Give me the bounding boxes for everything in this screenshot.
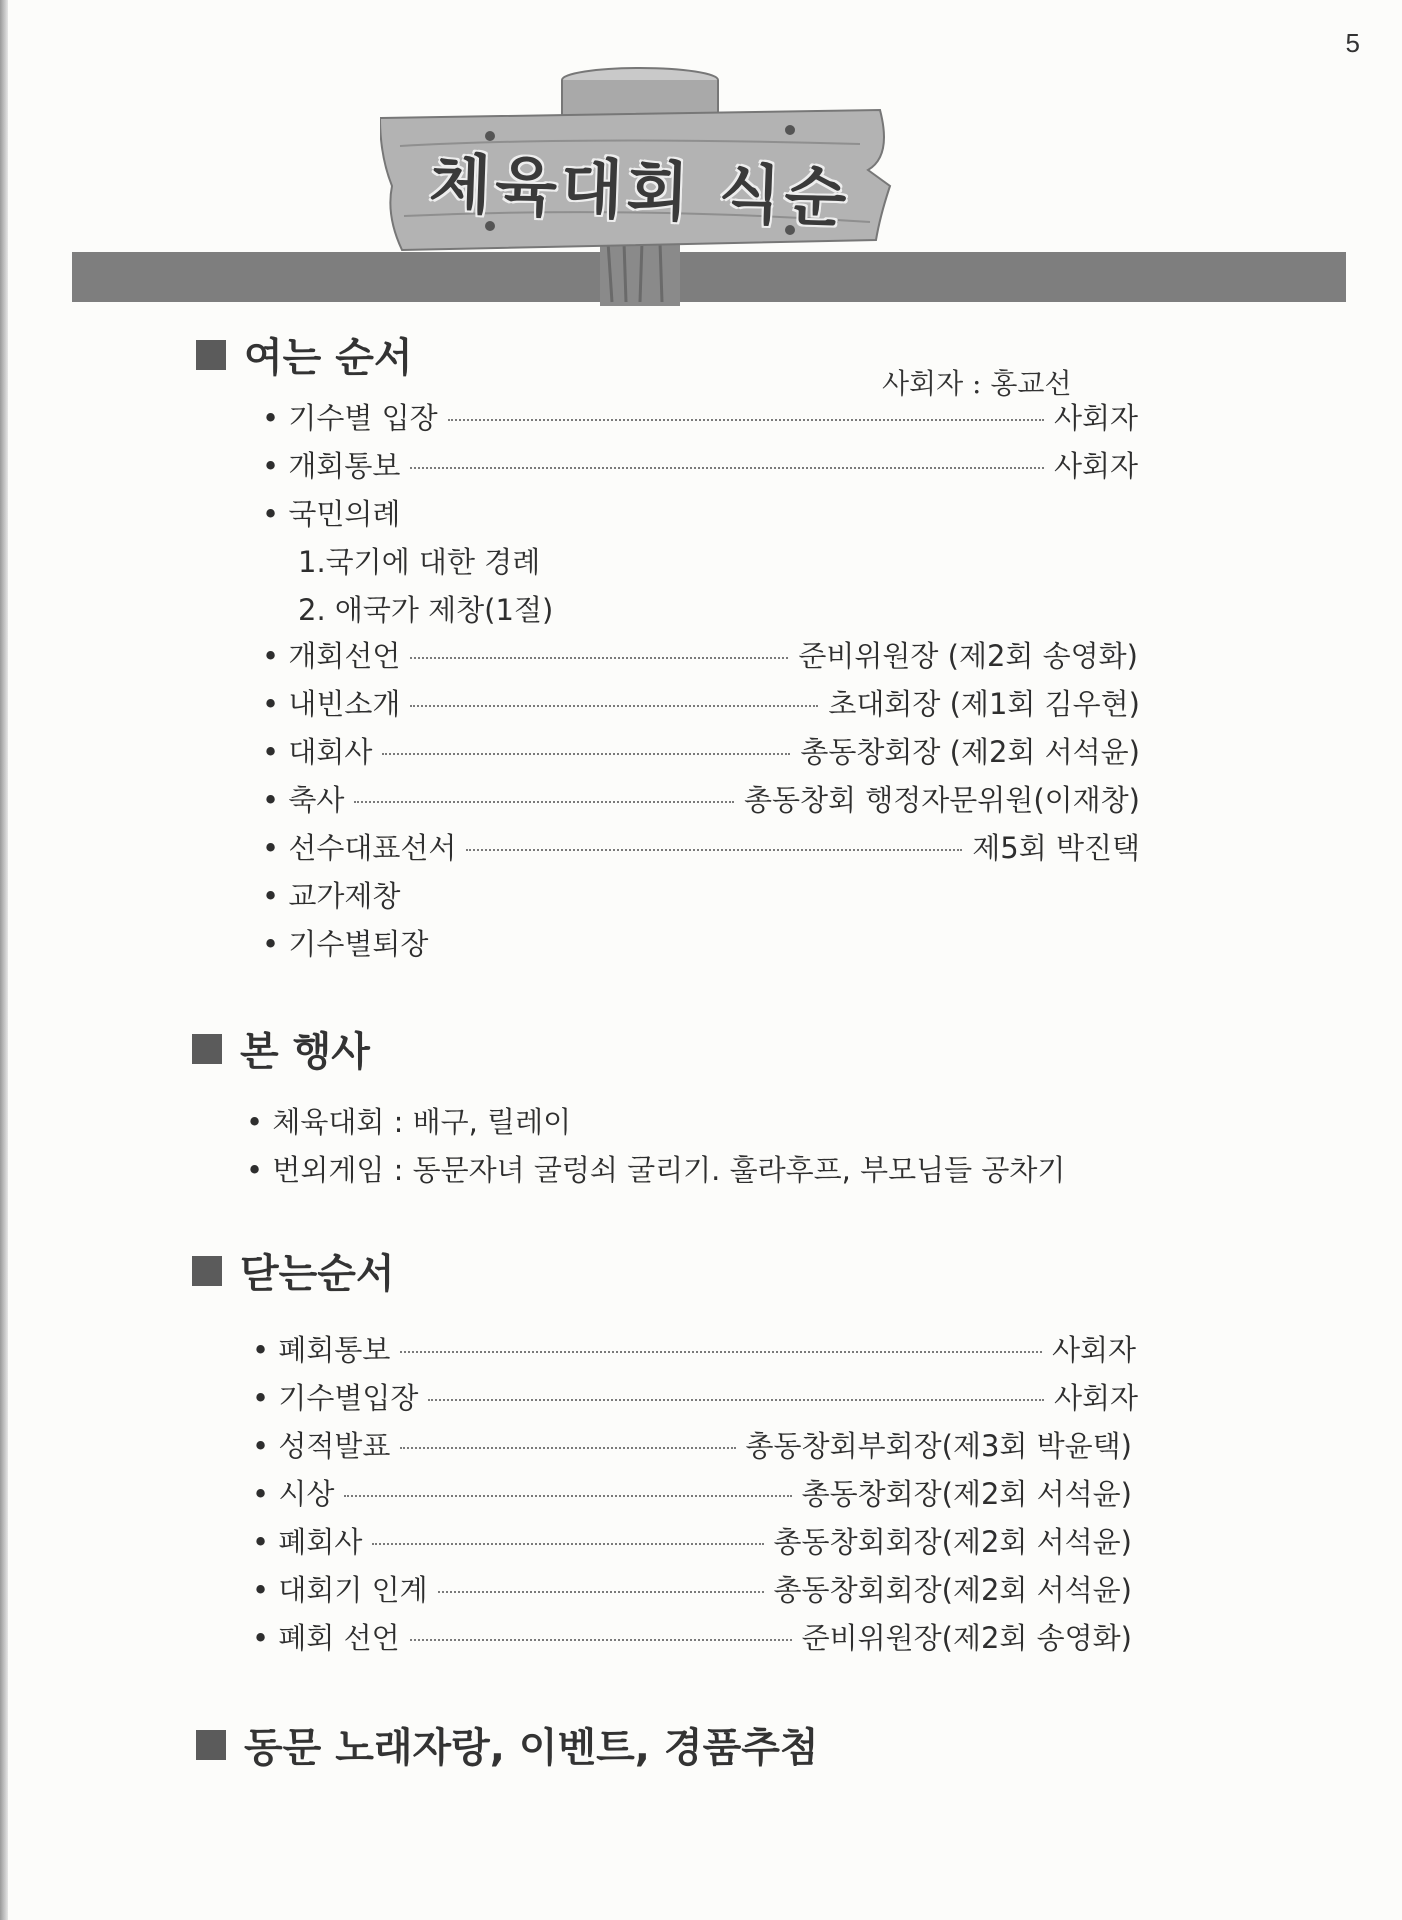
square-bullet-icon — [196, 1730, 226, 1760]
item-value: 사회자 — [1053, 401, 1138, 435]
finale-heading — [196, 1716, 819, 1773]
closing-item — [252, 1520, 1132, 1561]
main-event-item: • 번외게임 : 동문자녀 굴렁쇠 굴리기. 훌라후프, 부모님들 공차기 — [246, 1153, 1066, 1187]
item-value: 총동창회장(제2회 서석윤) — [801, 1477, 1132, 1511]
item-label: • 대회사 — [262, 735, 373, 769]
closing-item — [252, 1616, 1132, 1657]
square-bullet-icon — [196, 340, 226, 370]
item-value: 준비위원장(제2회 송영화) — [801, 1621, 1132, 1655]
page-edge-shadow — [0, 0, 8, 1920]
item-value: 총동창회회장(제2회 서석윤) — [773, 1525, 1132, 1559]
leader-dots — [410, 657, 788, 659]
item-label: • 개회선언 — [262, 639, 401, 673]
item-value: 총동창회 행정자문위원(이재창) — [743, 783, 1140, 817]
item-label: • 기수별입장 — [252, 1381, 419, 1415]
closing-heading — [192, 1242, 395, 1299]
closing-item — [252, 1376, 1138, 1417]
item-value: 초대회장 (제1회 김우현) — [828, 687, 1140, 721]
page-title: 체육대회 식순 — [428, 147, 852, 237]
opening-item — [262, 826, 1140, 867]
opening-item — [262, 730, 1140, 771]
leader-dots — [410, 1639, 792, 1641]
opening-subitem: 1.국기에 대한 경례 — [298, 545, 541, 579]
opening-item — [262, 444, 1138, 485]
leader-dots — [400, 1447, 735, 1449]
item-label: • 내빈소개 — [262, 687, 401, 721]
leader-dots — [410, 705, 818, 707]
leader-dots — [400, 1351, 1042, 1353]
item-label: • 폐회 선언 — [252, 1621, 400, 1655]
closing-item — [252, 1568, 1132, 1609]
item-label: • 축사 — [262, 783, 345, 817]
item-value: 준비위원장 (제2회 송영화) — [798, 639, 1138, 673]
opening-item: • 기수별퇴장 — [262, 927, 429, 961]
square-bullet-icon — [192, 1034, 222, 1064]
item-value: 총동창회부회장(제3회 박윤택) — [745, 1429, 1132, 1463]
item-value: 총동창회회장(제2회 서석윤) — [773, 1573, 1132, 1607]
item-label: • 선수대표선서 — [262, 831, 457, 865]
item-label: • 폐회통보 — [252, 1333, 391, 1367]
closing-item — [252, 1424, 1132, 1465]
emcee-name: 사회자 : 홍교선 — [882, 367, 1072, 400]
opening-item — [262, 778, 1140, 819]
item-value: 사회자 — [1051, 1333, 1136, 1367]
item-label: • 시상 — [252, 1477, 335, 1511]
main-event-heading-text: 본 행사 — [240, 1029, 370, 1075]
square-bullet-icon — [192, 1256, 222, 1286]
item-label: • 성적발표 — [252, 1429, 391, 1463]
item-value: 사회자 — [1053, 449, 1138, 483]
main-event-heading — [192, 1020, 370, 1077]
page-number: 5 — [1345, 28, 1360, 58]
leader-dots — [372, 1543, 763, 1545]
leader-dots — [466, 849, 962, 851]
leader-dots — [428, 1399, 1044, 1401]
main-event-item: • 체육대회 : 배구, 릴레이 — [246, 1105, 572, 1139]
leader-dots — [344, 1495, 791, 1497]
opening-item: • 교가제창 — [262, 879, 401, 913]
closing-heading-text: 닫는순서 — [240, 1251, 395, 1297]
leader-dots — [354, 801, 734, 803]
opening-item — [262, 396, 1138, 437]
leader-dots — [410, 467, 1044, 469]
closing-item — [252, 1472, 1132, 1513]
opening-heading-text: 여는 순서 — [244, 335, 413, 381]
item-label: • 폐회사 — [252, 1525, 363, 1559]
item-value: 총동창회장 (제2회 서석윤) — [800, 735, 1140, 769]
opening-heading — [196, 326, 413, 383]
leader-dots — [438, 1591, 764, 1593]
opening-subitem: 2. 애국가 제창(1절) — [298, 593, 554, 627]
opening-item: • 국민의례 — [262, 497, 401, 531]
item-label: • 개회통보 — [262, 449, 401, 483]
item-label: • 기수별 입장 — [262, 401, 438, 435]
opening-item — [262, 634, 1138, 675]
leader-dots — [448, 419, 1044, 421]
item-value: 제5회 박진택 — [972, 831, 1140, 865]
opening-item — [262, 682, 1140, 723]
leader-dots — [382, 753, 790, 755]
closing-item — [252, 1328, 1136, 1369]
item-label: • 대회기 인계 — [252, 1573, 428, 1607]
item-value: 사회자 — [1053, 1381, 1138, 1415]
finale-heading-text: 동문 노래자랑, 이벤트, 경품추첨 — [244, 1725, 819, 1771]
